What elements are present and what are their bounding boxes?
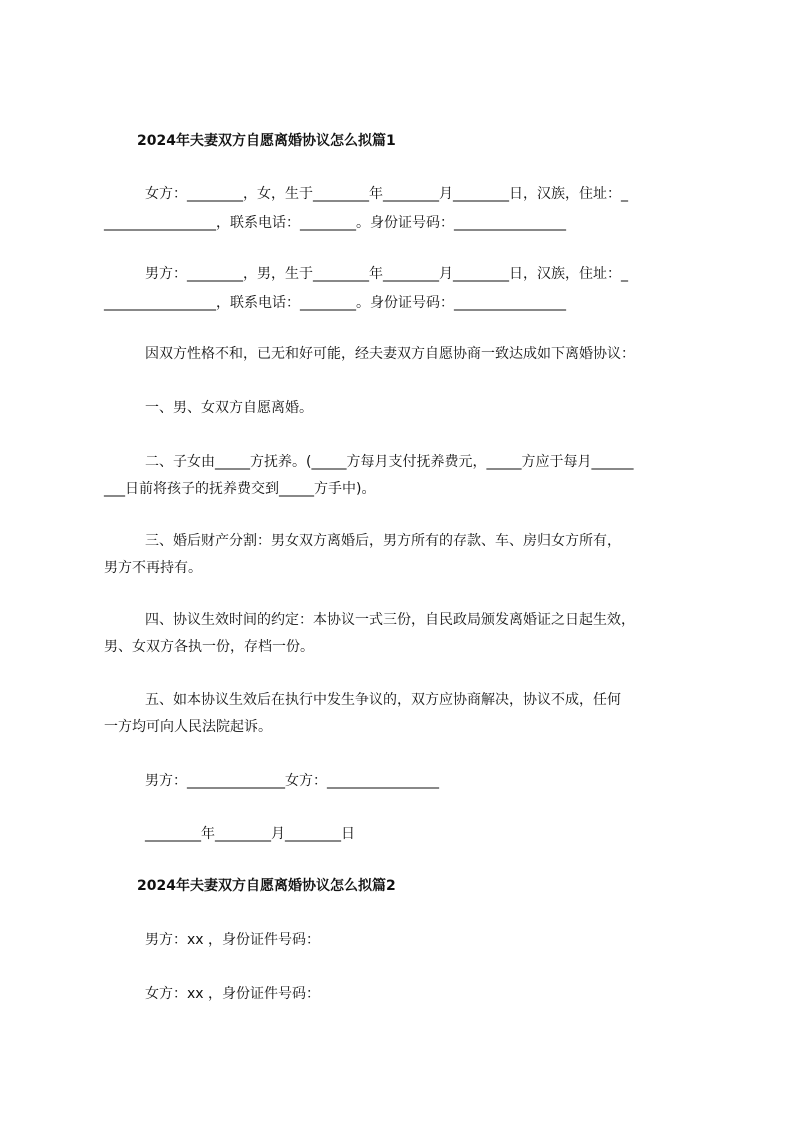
- man-info-line-1: 男方：________，男，生于________年________月________日，汉族，住址：_: [145, 266, 628, 282]
- woman-info-line-1: 女方：________，女，生于________年________月________日，汉族，住址：_: [145, 186, 628, 202]
- intro-paragraph: 因双方性格不和，已无和好可能，经夫妻双方自愿协商一致达成如下离婚协议：: [145, 346, 635, 362]
- clause-3-line-2: 男方不再持有。: [104, 560, 202, 576]
- clause-2-line-2: ___日前将孩子的抚养费交到_____方手中)。: [104, 481, 376, 497]
- man-id-line: 男方：xx ，身份证件号码：: [145, 932, 321, 948]
- clause-5-line-2: 一方均可向人民法院起诉。: [104, 719, 272, 735]
- clause-3-line-1: 三、婚后财产分割：男女双方离婚后，男方所有的存款、车、房归女方所有，: [145, 533, 621, 549]
- clause-4-line-1: 四、协议生效时间的约定：本协议一式三份，自民政局颁发离婚证之日起生效，: [145, 612, 635, 628]
- clause-1: 一、男、女双方自愿离婚。: [145, 400, 313, 416]
- clause-4-line-2: 男、女双方各执一份，存档一份。: [104, 639, 314, 655]
- clause-5-line-1: 五、如本协议生效后在执行中发生争议的，双方应协商解决，协议不成，任何: [145, 692, 621, 708]
- woman-id-line: 女方：xx ，身份证件号码：: [145, 986, 321, 1002]
- woman-info-line-2: ________________，联系电话：________。身份证号码：________________: [104, 215, 566, 231]
- man-info-line-2: ________________，联系电话：________。身份证号码：________________: [104, 295, 566, 311]
- signature-line: 男方：______________女方：________________: [145, 773, 439, 789]
- section-heading-2: 2024年夫妻双方自愿离婚协议怎么拟篇2: [137, 878, 396, 894]
- section-heading-1: 2024年夫妻双方自愿离婚协议怎么拟篇1: [137, 133, 396, 149]
- clause-2-line-1: 二、子女由_____方抚养。(_____方每月支付抚养费元，_____方应于每月______: [145, 454, 634, 470]
- date-line: ________年________月________日: [145, 826, 355, 842]
